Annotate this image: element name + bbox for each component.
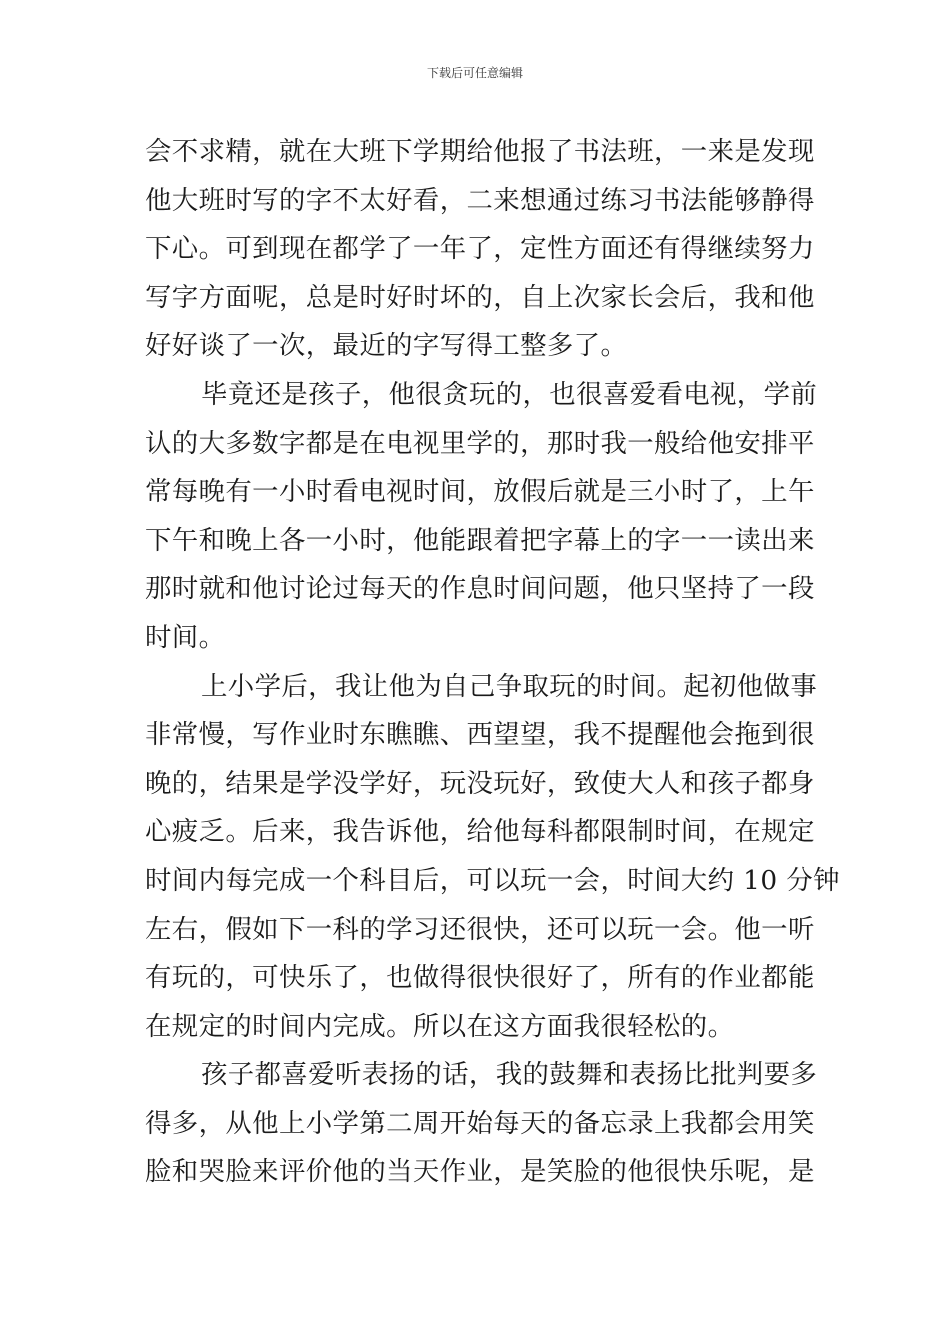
text-line: 那时就和他讨论过每天的作息时间问题，他只坚持了一段 <box>145 573 815 605</box>
text-line: 写字方面呢，总是时好时坏的，自上次家长会后，我和他 <box>145 281 815 313</box>
text-line: 在规定的时间内完成。所以在这方面我很轻松的。 <box>145 1010 735 1042</box>
text-line: 常每晚有一小时看电视时间，放假后就是三小时了，上午 <box>145 476 815 508</box>
text-line: 有玩的，可快乐了，也做得很快很好了，所有的作业都能 <box>145 962 815 994</box>
paragraph-first-line: 孩子都喜爱听表扬的话，我的鼓舞和表扬比批判要多 <box>201 1059 818 1091</box>
text-line: 好好谈了一次，最近的字写得工整多了。 <box>145 330 628 362</box>
text-line: 得多，从他上小学第二周开始每天的备忘录上我都会用笑 <box>145 1107 815 1139</box>
text-line: 会不求精，就在大班下学期给他报了书法班，一来是发现 <box>145 136 815 167</box>
text-line: 脸和哭脸来评价他的当天作业，是笑脸的他很快乐呢，是 <box>145 1156 815 1188</box>
text-line: 认的大多数字都是在电视里学的，那时我一般给他安排平 <box>145 427 815 459</box>
text-line: 时间内每完成一个科目后，可以玩一会，时间大约 10 分钟 <box>145 864 840 896</box>
paragraph-first-line: 上小学后，我让他为自己争取玩的时间。起初他做事 <box>201 670 818 702</box>
text-line: 非常慢，写作业时东瞧瞧、西望望，我不提醒他会拖到很 <box>145 719 815 751</box>
text-line: 时间。 <box>145 621 226 653</box>
document-body <box>145 128 840 1197</box>
page-header: 下载后可任意编辑 <box>426 66 523 80</box>
text-line: 下午和晚上各一小时，他能跟着把字幕上的字一一读出来 <box>145 524 815 556</box>
paragraph-first-line: 毕竟还是孩子，他很贪玩的，也很喜爱看电视，学前 <box>201 378 818 410</box>
text-line: 晚的，结果是学没学好，玩没玩好，致使大人和孩子都身 <box>145 767 815 799</box>
text-line: 下心。可到现在都学了一年了，定性方面还有得继续努力 <box>145 233 815 265</box>
text-line: 左右，假如下一科的学习还很快，还可以玩一会。他一听 <box>145 913 815 945</box>
text-line: 心疲乏。后来，我告诉他，给他每科都限制时间，在规定 <box>145 816 815 848</box>
text-line: 他大班时写的字不太好看，二来想通过练习书法能够静得 <box>145 184 815 216</box>
